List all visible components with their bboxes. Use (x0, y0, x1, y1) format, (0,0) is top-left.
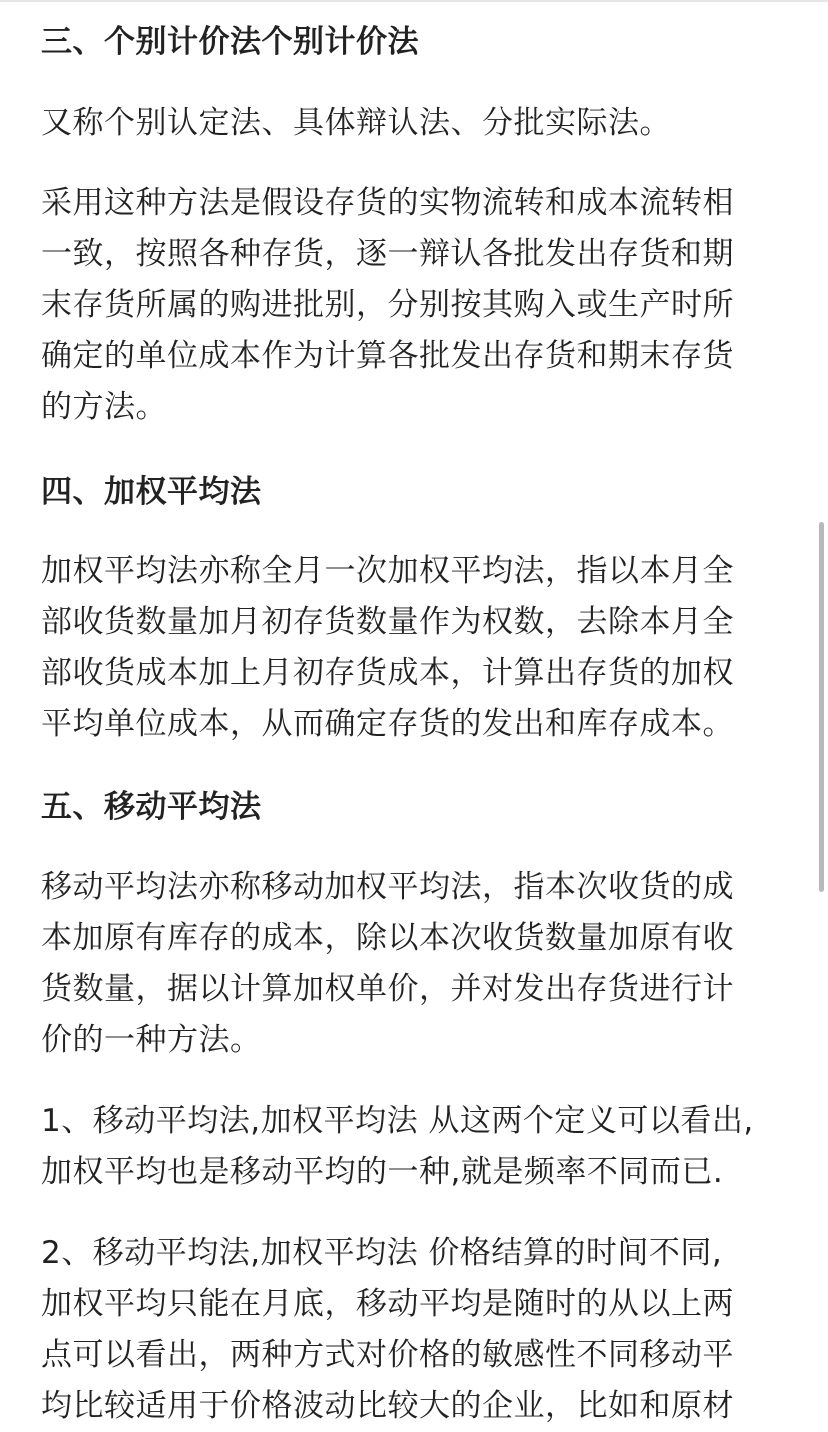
top-divider (0, 0, 828, 2)
paragraph-line: 部收货成本加上月初存货成本，计算出存货的加权 (41, 655, 734, 691)
paragraph-individual-pricing-aliases (41, 98, 786, 149)
section-heading-moving-average (41, 781, 786, 833)
paragraph-line: 本加原有库存的成本，除以本次收货数量加原有收 (41, 920, 734, 956)
vertical-scrollbar[interactable] (819, 522, 824, 892)
paragraph-line: 货数量，据以计算加权单价，并对发出存货进行计 (41, 971, 734, 1007)
paragraph-line: 又称个别认定法、具体辩认法、分批实际法。 (41, 105, 671, 141)
paragraph-line: 加权平均只能在月底，移动平均是随时的从以上两 (41, 1286, 734, 1322)
paragraph-individual-pricing-definition (41, 178, 786, 433)
section-heading-weighted-average (41, 466, 786, 518)
paragraph-line: 移动平均法亦称移动加权平均法，指本次收货的成 (41, 869, 734, 905)
paragraph-line: 平均单位成本，从而确定存货的发出和库存成本。 (41, 706, 734, 742)
heading-text: 三、个别计价法个别计价法 (41, 24, 419, 60)
heading-text: 四、加权平均法 (41, 474, 262, 510)
paragraph-line: 末存货所属的购进批别，分别按其购入或生产时所 (41, 287, 734, 323)
paragraph-line: 点可以看出，两种方式对价格的敏感性不同移动平 (41, 1337, 734, 1373)
paragraph-moving-average-definition (41, 862, 786, 1066)
section-heading-individual-pricing (41, 16, 786, 68)
paragraph-line: 部收货数量加月初存货数量作为权数，去除本月全 (41, 604, 734, 640)
paragraph-line: 加权平均法亦称全月一次加权平均法，指以本月全 (41, 553, 734, 589)
paragraph-line: 一致，按照各种存货，逐一辩认各批发出存货和期 (41, 236, 734, 272)
heading-text: 五、移动平均法 (41, 789, 262, 825)
paragraph-point-1 (41, 1096, 786, 1198)
paragraph-line: 的方法。 (41, 389, 167, 425)
paragraph-point-2 (41, 1228, 786, 1432)
paragraph-line: 2、移动平均法,加权平均法 价格结算的时间不同, (41, 1235, 723, 1271)
paragraph-line: 加权平均也是移动平均的一种,就是频率不同而已. (41, 1154, 724, 1190)
article-body (41, 16, 786, 1432)
paragraph-line: 确定的单位成本作为计算各批发出存货和期末存货 (41, 338, 734, 374)
paragraph-line: 价的一种方法。 (41, 1022, 262, 1058)
paragraph-line: 采用这种方法是假设存货的实物流转和成本流转相 (41, 185, 734, 221)
paragraph-line: 均比较适用于价格波动比较大的企业，比如和原材 (41, 1388, 734, 1424)
paragraph-line: 1、移动平均法,加权平均法 从这两个定义可以看出, (41, 1103, 754, 1139)
paragraph-weighted-average-definition (41, 546, 786, 750)
